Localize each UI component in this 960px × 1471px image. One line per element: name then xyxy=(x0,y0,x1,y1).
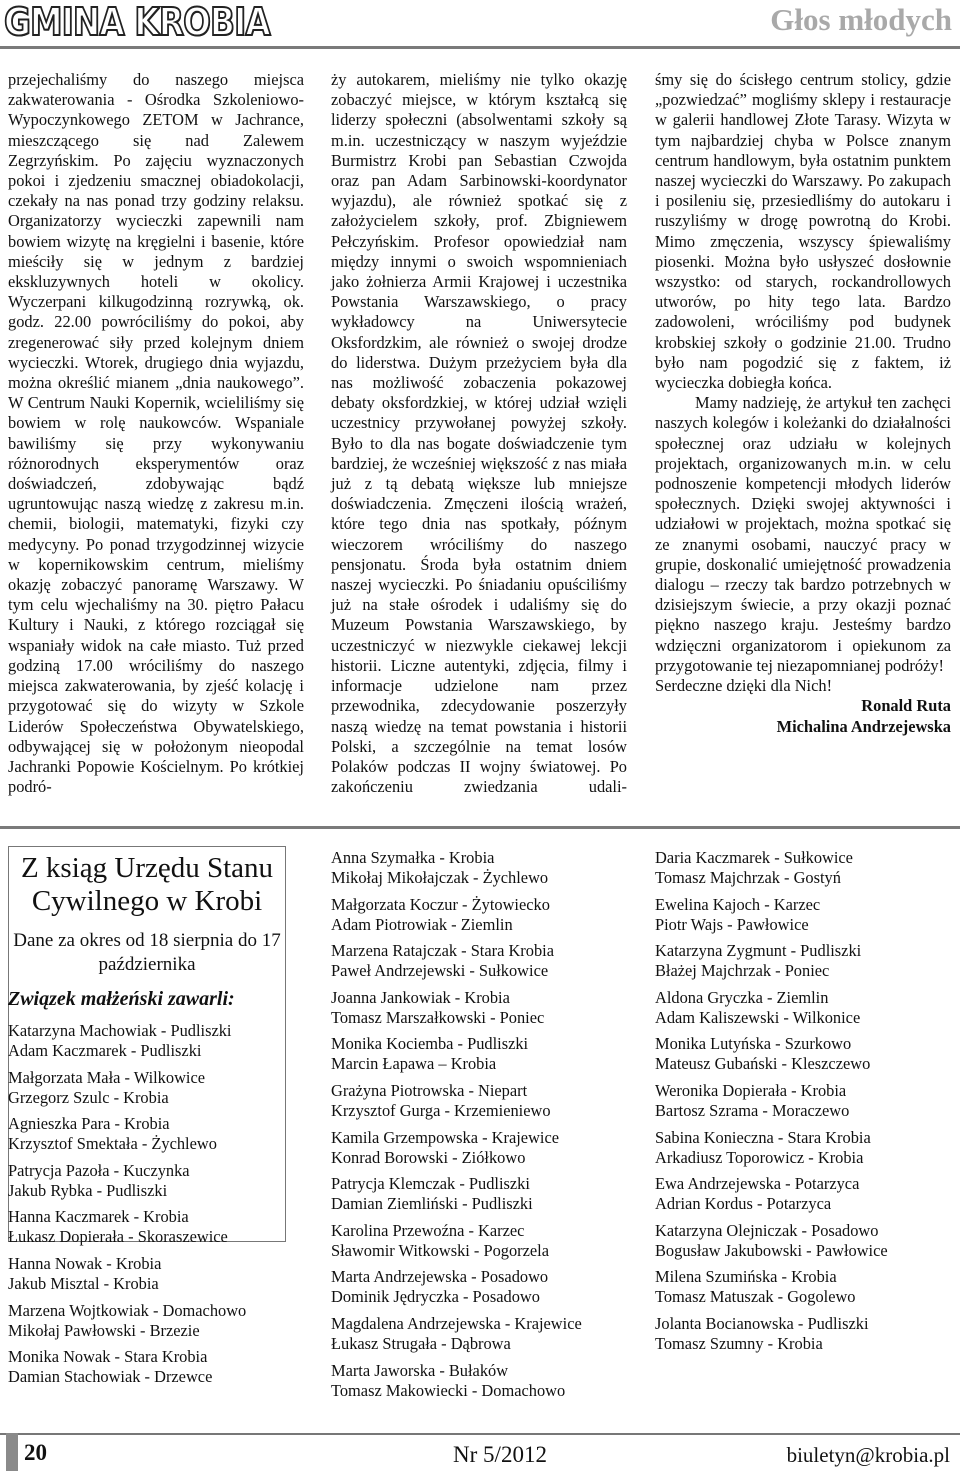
groom-name: Tomasz Matuszak - Gogolewo xyxy=(655,1287,856,1307)
bride-name: Marzena Wojtkowiak - Domachowo xyxy=(8,1300,247,1320)
bride-name: Agnieszka Para - Krobia xyxy=(8,1114,170,1134)
groom-name: Damian Ziemliński - Pudliszki xyxy=(331,1194,533,1214)
article-text: przejechaliśmy do naszego miejsca zakwaterowania - Ośrodka Szkoleniowo-Wypoczynkowego ZETOM w Jachrance, mieszczącego się nad Zalewem Zegrzyńskim. Po zajęciu wyznaczonych pokoi i zjedzeniu smacznej obiadokolacji, czekały na nas ponad trzy godziny relaksu. Organizatorzy wycieczki zapewnili nam bowiem wizytę na kręgielni i basenie, które mieściły się w jednym z bardziej ekskluzywnych hoteli w okolicy. Wyczerpani kilkugodzinną rozrywką, ok. godz. 22.00 powróciliśmy do pokoi, aby zregenerować siły przed kolejnym dniem wycieczki. Wtorek, drugiego dnia wyjazdu, można określić mianem „dnia naukowego”. W Centrum Nauki Kopernik, wcieliliśmy się bowiem w rolę naukowców. Wspaniale bawiliśmy się przy wykonywaniu różnorodnych eksperymentów oraz doświadczeń, zdobywając bądź ugruntowując naszą wiedzę z zakresu m.in. chemii, biologii, matematyki, fizyki czy medycyny. Po ponad trzygodzinnej wizycie w kopernikowskim centrum, mieliśmy okazję zobaczyć panoramę Warszawy. W tym celu wjechaliśmy na 30. piętro Pałacu Kultury i Nauki, z którego rozciągał się wspaniały widok na całe miasto. Tuż przed godziną 17.00 wróciliśmy do naszego miejsca zakwaterowania, by zjeść kolację i przygotować się do wizyty w Szkole Liderów Społeczeństwa Obywatelskiego, odbywającej się w położonym nieopodal Jachranki Popowie Kościelnym. Po krótkiej podró- xyxy=(8,70,304,797)
bride-name: Małgorzata Mała - Wilkowice xyxy=(8,1067,206,1087)
groom-name: Bogusław Jakubowski - Pawłowice xyxy=(655,1240,888,1260)
couple-entry xyxy=(8,1021,308,1061)
groom-name: Adam Kaczmarek - Pudliszki xyxy=(8,1041,202,1060)
article-column-1 xyxy=(8,70,304,797)
bride-name: Kamila Grzempowska - Krajewice xyxy=(331,1127,560,1147)
article-thanks: Serdeczne dzięki dla Nich! xyxy=(655,676,833,696)
groom-name: Łukasz Strugała - Dąbrowa xyxy=(331,1333,511,1353)
bride-name: Monika Lutyńska - Szurkowo xyxy=(655,1034,852,1054)
couple-entry xyxy=(8,1068,308,1108)
bride-name: Monika Kociemba - Pudliszki xyxy=(331,1034,529,1054)
bride-name: Hanna Nowak - Krobia xyxy=(8,1253,162,1273)
registry-title: Z ksiąg Urzędu Stanu Cywilnego w Krobi xyxy=(20,852,274,917)
couple-entry xyxy=(655,1034,955,1074)
couple-entry xyxy=(331,1081,631,1121)
bride-name: Joanna Jankowiak - Krobia xyxy=(331,987,510,1007)
article-text: ży autokarem, mieliśmy nie tylko okazję zobaczyć miejsce, w którym kształcą się liderzy społeczni (absolwentami szkoły są m.in. uczestniczący w naszym wyjeździe Burmistrz Krobi pan Sebastian Czwojda oraz pan Adam Sarbinowski-koordynator wyjazdu), ale również spotkać się z założycielem szkoły, prof. Zbigniewem Pełczyńskim. Profesor opowiedział nam między innymi o swoich wspomnieniach jako żołnierza Armii Krajowej i uczestnika Powstania Warszawskiego, o pracy wykładowcy na Uniwersytecie Oksfordzkim, ale również o swojej drodze do liderstwa. Dużym przeżyciem była dla nas możliwość zobaczenia pokazowej debaty oksfordzkiej, w której udział wzięli uczestnicy przywołanej powyżej szkoły. Było to dla nas bogate doświadczenie tym bardziej, że wcześniej większość z nas miała już z tą debatą większe lub mniejsze doświadczenia. Zmęczeni ilością wrażeń, które tego dnia nas spotkały, późnym wieczorem wróciliśmy do naszego pensjonatu. Środa była ostatnim dniem naszej wycieczki. Po śniadaniu opuściliśmy już na stałe ośrodek i udaliśmy się do Muzeum Powstania Warszawskiego, by uczestniczyć w niezwykle ciekawej lekcji historii. Liczne autentyki, zdjęcia, filmy i informacje udzielone nam przez przewodnika, zdecydowanie poszerzyły naszą wiedzę na temat powstania i historii Polski, a szczególnie na temat losów Polaków podczas II wojny światowej. Po zakończeniu zwiedzania udali- xyxy=(331,70,627,797)
groom-name: Mikołaj Mikołajczak - Żychlewo xyxy=(331,868,549,887)
bride-name: Karolina Przewoźna - Karzec xyxy=(331,1220,525,1240)
couple-entry xyxy=(8,1254,308,1294)
bride-name: Weronika Dopierała - Krobia xyxy=(655,1080,847,1100)
groom-name: Mikołaj Pawłowski - Brzezie xyxy=(8,1320,200,1340)
masthead-title: GMINA KROBIA xyxy=(4,0,270,44)
groom-name: Krzysztof Smektała - Żychlewo xyxy=(8,1134,217,1154)
groom-name: Tomasz Szumny - Krobia xyxy=(655,1333,823,1353)
groom-name: Jakub Misztal - Krobia xyxy=(8,1273,159,1293)
bride-name: Katarzyna Olejniczak - Posadowo xyxy=(655,1220,879,1240)
couple-entry xyxy=(331,1034,631,1074)
bride-name: Ewelina Kajoch - Karzec xyxy=(655,894,821,914)
couple-entry xyxy=(655,1081,955,1121)
groom-name: Bartosz Szrama - Moraczewo xyxy=(655,1100,850,1120)
groom-name: Adrian Kordus - Potarzyca xyxy=(655,1194,832,1214)
couples-column-1 xyxy=(8,1021,308,1394)
bride-name: Marta Andrzejewska - Posadowo xyxy=(331,1267,549,1287)
header-rule xyxy=(0,46,960,49)
couple-entry xyxy=(8,1301,308,1341)
couple-entry xyxy=(331,941,631,981)
groom-name: Adam Kaliszewski - Wilkonice xyxy=(655,1007,861,1027)
bride-name: Milena Szumińska - Krobia xyxy=(655,1267,837,1287)
couple-entry xyxy=(655,1221,955,1261)
groom-name: Arkadiusz Toporowicz - Krobia xyxy=(655,1147,864,1167)
couple-entry xyxy=(655,1267,955,1307)
bride-name: Anna Szymałka - Krobia xyxy=(331,848,495,867)
groom-name: Łukasz Dopierała - Skoraszewice xyxy=(8,1227,228,1247)
couple-entry xyxy=(331,1314,631,1354)
groom-name: Mateusz Gubański - Kleszczewo xyxy=(655,1054,871,1074)
registry-heading: Związek małżeński zawarli: xyxy=(8,988,235,1010)
bride-name: Monika Nowak - Stara Krobia xyxy=(8,1347,208,1367)
couple-entry xyxy=(8,1161,308,1201)
article-column-2 xyxy=(331,70,627,797)
bride-name: Magdalena Andrzejewska - Krajewice xyxy=(331,1313,582,1333)
article-paragraph: śmy się do ścisłego centrum stolicy, gdzie „pozwiedzać” mogliśmy sklepy i restauracje w galerii handlowej Złote Tarasy. Wizyta w tym najbardziej chyba w Polsce znanym centrum handlowym, była ostatnim punktem naszej wycieczki do Warszawy. Po zakupach i posileniu się, przesiedliśmy do autokaru i ruszyliśmy w drogę powrotną do Krobi. Mimo zmęczenia, wszyscy śpiewaliśmy piosenki. Można było usłyszeć dosłownie wszystko: od starych, rockandrollowych utworów, po hity tego lata. Bardzo zadowoleni, wróciliśmy pod budynek krobskiej szkoły o godzinie 21.00. Trudno było nam pogodzić się z faktem, iż wycieczka dobiegła końca. xyxy=(655,70,951,393)
footer-rule xyxy=(0,1433,960,1435)
bride-name: Aldona Gryczka - Ziemlin xyxy=(655,987,829,1007)
couple-entry xyxy=(655,848,955,888)
groom-name: Sławomir Witkowski - Pogorzela xyxy=(331,1240,550,1260)
groom-name: Marcin Łapawa – Krobia xyxy=(331,1054,497,1074)
page-number: 20 xyxy=(24,1440,47,1465)
bride-name: Hanna Kaczmarek - Krobia xyxy=(8,1207,189,1227)
couple-entry xyxy=(655,1128,955,1168)
couple-entry xyxy=(655,895,955,935)
masthead xyxy=(0,0,960,52)
couple-entry xyxy=(8,1207,308,1247)
groom-name: Dominik Jędryczka - Posadowo xyxy=(331,1287,540,1307)
bride-name: Patrycja Klemczak - Pudliszki xyxy=(331,1174,530,1194)
groom-name: Damian Stachowiak - Drzewce xyxy=(8,1367,213,1387)
registry-period: Dane za okres od 18 sierpnia do 17 października xyxy=(13,930,281,975)
author-name: Michalina Andrzejewska xyxy=(776,716,951,736)
couple-entry xyxy=(331,1221,631,1261)
couple-entry xyxy=(8,1347,308,1387)
couples-column-3 xyxy=(655,848,955,1361)
author-name: Ronald Ruta xyxy=(861,696,951,716)
groom-name: Krzysztof Gurga - Krzemieniewo xyxy=(331,1100,551,1120)
bride-name: Małgorzata Koczur - Żytowiecko xyxy=(331,894,550,914)
bride-name: Katarzyna Machowiak - Pudliszki xyxy=(8,1021,232,1040)
bride-name: Jolanta Bocianowska - Pudliszki xyxy=(655,1313,869,1333)
bride-name: Marzena Ratajczak - Stara Krobia xyxy=(331,941,554,961)
groom-name: Paweł Andrzejewski - Sułkowice xyxy=(331,961,549,981)
couple-entry xyxy=(8,1114,308,1154)
bride-name: Daria Kaczmarek - Sułkowice xyxy=(655,848,853,867)
groom-name: Jakub Rybka - Pudliszki xyxy=(8,1180,168,1200)
couple-entry xyxy=(331,848,631,888)
bride-name: Ewa Andrzejewska - Potarzyca xyxy=(655,1174,860,1194)
groom-name: Adam Piotrowiak - Ziemlin xyxy=(331,914,513,934)
groom-name: Konrad Borowski - Ziółkowo xyxy=(331,1147,526,1167)
couple-entry xyxy=(655,941,955,981)
couple-entry xyxy=(331,895,631,935)
section-title: Głos młodych xyxy=(770,2,952,37)
bride-name: Grażyna Piotrowska - Niepart xyxy=(331,1080,528,1100)
section-divider xyxy=(0,826,960,829)
bride-name: Sabina Konieczna - Stara Krobia xyxy=(655,1127,871,1147)
bride-name: Marta Jaworska - Bułaków xyxy=(331,1360,509,1380)
couple-entry xyxy=(655,988,955,1028)
groom-name: Piotr Wajs - Pawłowice xyxy=(655,914,809,934)
issue-number: Nr 5/2012 xyxy=(453,1442,547,1467)
article-paragraph: Mamy nadzieję, że artykuł ten zachęci naszych kolegów i koleżanki do działalności społecznej oraz udziału w kolejnych projektach, organizowanych m.in. w celu podnoszenie kompetencji młodych liderów społecznych. Dzięki swojej aktywności i udziałowi w projektach, można spotkać się ze znanymi osobami, nauczyć pracy w grupie, doskonalić umiejętność prowadzenia dialogu – rzeczy tak bardzo potrzebnych w dzisiejszym świecie, a przy okazji poznać piękno naszego kraju. Jesteśmy bardzo wdzięczni organizatorom i opiekunom za przygotowanie tej niezapomnianej podróży! xyxy=(655,393,951,675)
couple-entry xyxy=(331,1267,631,1307)
couple-entry xyxy=(655,1314,955,1354)
couple-entry xyxy=(331,1174,631,1214)
contact-email[interactable]: biuletyn@krobia.pl xyxy=(786,1443,950,1467)
groom-name: Tomasz Majchrzak - Gostyń xyxy=(655,868,841,887)
groom-name: Grzegorz Szulc - Krobia xyxy=(8,1087,169,1107)
groom-name: Błażej Majchrzak - Poniec xyxy=(655,961,830,981)
couple-entry xyxy=(655,1174,955,1214)
couple-entry xyxy=(331,1128,631,1168)
couple-entry xyxy=(331,988,631,1028)
bride-name: Katarzyna Zygmunt - Pudliszki xyxy=(655,941,862,961)
bride-name: Patrycja Pazoła - Kuczynka xyxy=(8,1160,190,1180)
article-column-3 xyxy=(655,70,951,737)
groom-name: Tomasz Marszałkowski - Poniec xyxy=(331,1007,545,1027)
groom-name: Tomasz Makowiecki - Domachowo xyxy=(331,1380,566,1400)
couple-entry xyxy=(331,1361,631,1401)
couples-column-2 xyxy=(331,848,631,1407)
